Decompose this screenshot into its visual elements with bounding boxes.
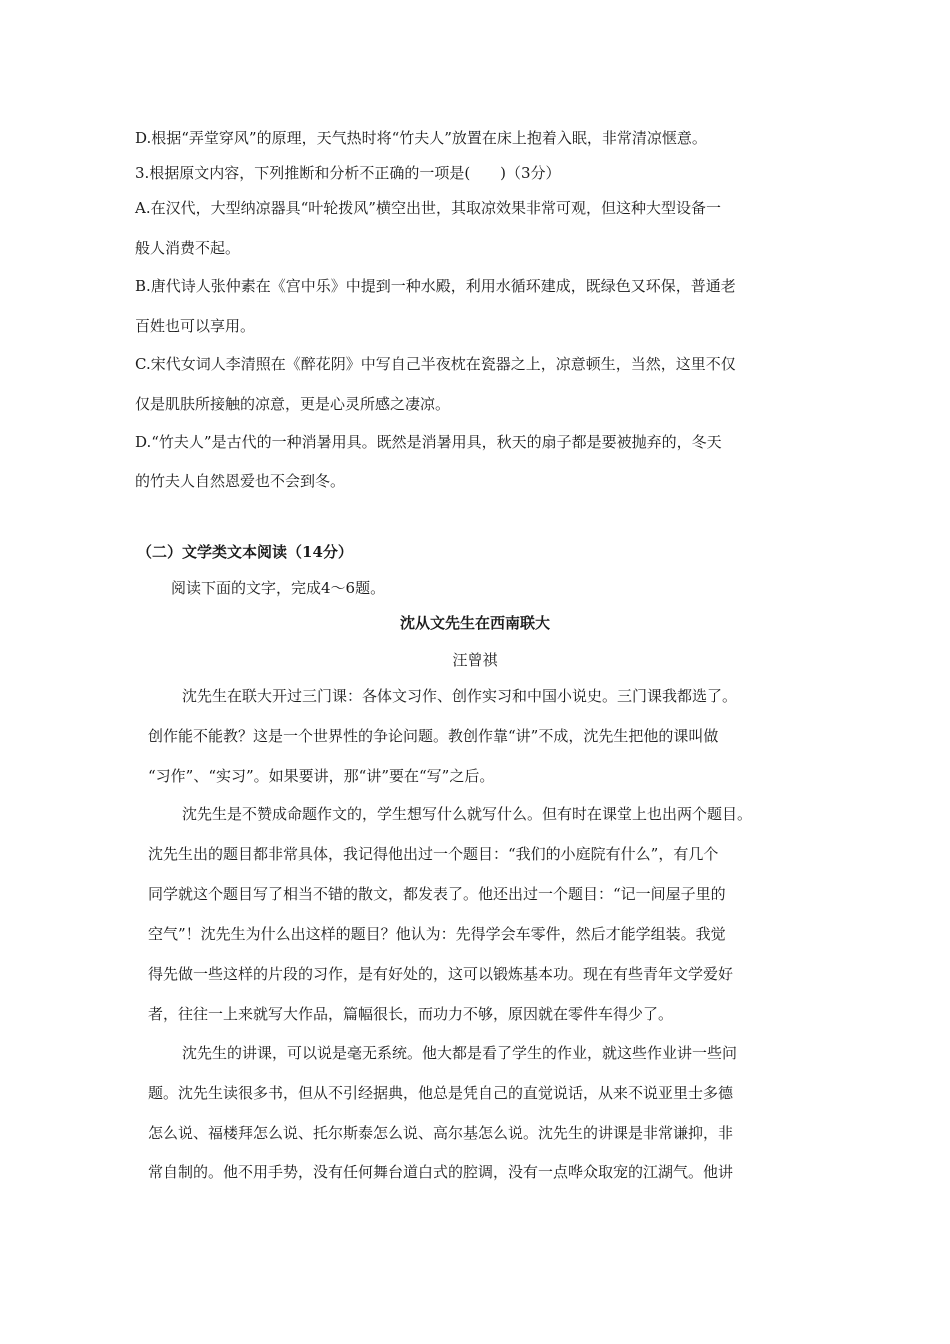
option-d-line: D.根据“弄堂穿风”的原理，天气热时将“竹夫人”放置在床上抱着入眠，非常清凉惬意。 bbox=[135, 129, 707, 147]
option-d2-line-1: D.“竹夫人”是古代的一种消暑用具。既然是消暑用具，秋天的扇子都是要被抛弃的，冬天 bbox=[135, 433, 722, 451]
paragraph-line: 者，往往一上来就写大作品，篇幅很长，而功力不够，原因就在零件车得少了。 bbox=[148, 1005, 674, 1023]
paragraph-line: 题。沈先生读很多书，但从不引经据典，他总是凭自己的直觉说话，从来不说亚里士多德 bbox=[148, 1084, 734, 1102]
section-heading: （二）文学类文本阅读（14分） bbox=[137, 543, 353, 561]
option-d2-line-2: 的竹夫人自然恩爱也不会到冬。 bbox=[135, 472, 346, 490]
paragraph-line: 怎么说、福楼拜怎么说、托尔斯泰怎么说、高尔基怎么说。沈先生的讲课是非常谦抑，非 bbox=[148, 1124, 734, 1142]
paragraph-line: 沈先生是不赞成命题作文的，学生想写什么就写什么。但有时在课堂上也出两个题目。 bbox=[182, 805, 753, 823]
paragraph-line: “习作”、“实习”。如果要讲，那“讲”要在“写”之后。 bbox=[148, 767, 495, 785]
option-c-line-2: 仅是肌肤所接触的凉意，更是心灵所感之凄凉。 bbox=[135, 395, 451, 413]
paragraph-line: 沈先生在联大开过三门课：各体文习作、创作实习和中国小说史。三门课我都选了。 bbox=[182, 687, 738, 705]
paragraph-line: 创作能不能教？这是一个世界性的争论问题。教创作靠“讲”不成，沈先生把他的课叫做 bbox=[148, 727, 719, 745]
paragraph-line: 常自制的。他不用手势，没有任何舞台道白式的腔调，没有一点哗众取宠的江湖气。他讲 bbox=[148, 1163, 734, 1181]
option-a-line-1: A.在汉代，大型纳凉器具“叶轮拨风”横空出世，其取凉效果非常可观，但这种大型设备一 bbox=[135, 199, 721, 217]
question-3: 3.根据原文内容，下列推断和分析不正确的一项是( )（3分） bbox=[135, 164, 561, 182]
option-b-line-1: B.唐代诗人张仲素在《宫中乐》中提到一种水殿，利用水循环建成，既绿色又环保，普通老 bbox=[135, 277, 736, 295]
article-title: 沈从文先生在西南联大 bbox=[399, 614, 550, 632]
option-c-line-1: C.宋代女词人李清照在《醉花阴》中写自己半夜枕在瓷器之上，凉意顿生，当然，这里不仅 bbox=[135, 355, 736, 373]
reading-instruction: 阅读下面的文字，完成4～6题。 bbox=[171, 579, 386, 597]
article-author: 汪曾祺 bbox=[452, 651, 498, 669]
paragraph-line: 同学就这个题目写了相当不错的散文，都发表了。他还出过一个题目：“记一间屋子里的 bbox=[148, 885, 726, 903]
option-a-line-2: 般人消费不起。 bbox=[135, 239, 241, 257]
paragraph-line: 空气”！沈先生为什么出这样的题目？他认为：先得学会车零件，然后才能学组装。我觉 bbox=[148, 925, 726, 943]
paragraph-line: 沈先生的讲课，可以说是毫无系统。他大都是看了学生的作业，就这些作业讲一些问 bbox=[182, 1044, 738, 1062]
option-b-line-2: 百姓也可以享用。 bbox=[135, 317, 256, 335]
paragraph-line: 得先做一些这样的片段的习作，是有好处的，这可以锻炼基本功。现在有些青年文学爱好 bbox=[148, 965, 734, 983]
paragraph-line: 沈先生出的题目都非常具体，我记得他出过一个题目：“我们的小庭院有什么”，有几个 bbox=[148, 845, 719, 863]
